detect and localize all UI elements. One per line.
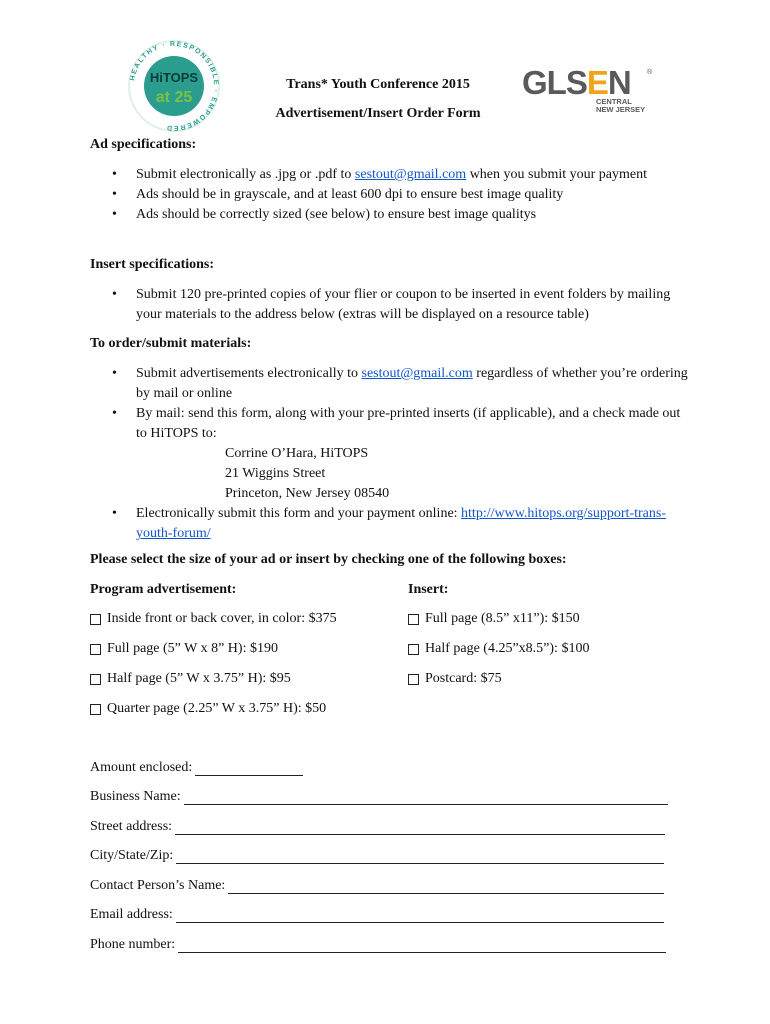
contact-field: Contact Person’s Name: (90, 878, 664, 894)
option-insert-full-page[interactable]: Full page (8.5” x11”): $150 (408, 611, 580, 627)
city-state-zip-input[interactable] (176, 849, 664, 864)
program-heading: Program advertisement: (90, 582, 237, 597)
business-field: Business Name: (90, 789, 668, 805)
list-item: • Ads should be correctly sized (see below) to ensure best image qualitys (112, 205, 692, 225)
list-item: • Electronically submit this form and your payment online: http://www.hitops.org/support-trans-youth-forum/ (112, 504, 692, 544)
order-list (112, 364, 692, 544)
option-insert-half-page[interactable]: Half page (4.25”x8.5”): $100 (408, 641, 589, 657)
email-input[interactable] (176, 908, 664, 923)
option-inside-cover[interactable]: Inside front or back cover, in color: $375 (90, 611, 337, 627)
list-item: • Submit advertisements electronically to sestout@gmail.com regardless of whether you’re ordering by mail or online (112, 364, 692, 404)
checkbox[interactable] (408, 614, 419, 625)
option-program-full-page[interactable]: Full page (5” W x 8” H): $190 (90, 641, 278, 657)
email-field: Email address: (90, 907, 664, 923)
email-link[interactable]: sestout@gmail.com (354, 167, 467, 182)
order-heading: To order/submit materials: (90, 336, 252, 351)
ad-specs-heading: Ad specifications: (90, 137, 197, 152)
hitops-name: HiTOPS (149, 70, 199, 85)
insert-specs-list (112, 285, 692, 325)
street-field: Street address: (90, 819, 665, 835)
phone-input[interactable] (178, 938, 666, 953)
list-item: • By mail: send this form, along with your pre-printed inserts (if applicable), and a check made out to HiTOPS to: Corrine O’Hara, HiTOPS 21 Wiggins Street Princeton, New Jersey 08540 (112, 404, 692, 504)
glsen-wordmark: GLSEN (522, 64, 631, 101)
insert-specs-heading: Insert specifications: (90, 257, 215, 272)
page-subtitle: Advertisement/Insert Order Form (275, 106, 481, 121)
page-title: Trans* Youth Conference 2015 (286, 77, 470, 92)
email-link[interactable]: sestout@gmail.com (361, 366, 473, 381)
list-item: • Ads should be in grayscale, and at least 600 dpi to ensure best image quality (112, 185, 692, 205)
hitops-ring-text: HEALTHY · RESPONSIBLE · EMPOWERED (129, 40, 220, 132)
checkbox[interactable] (408, 644, 419, 655)
select-heading: Please select the size of your ad or insert by checking one of the following boxes: (90, 552, 567, 567)
insert-heading: Insert: (408, 582, 449, 597)
contact-name-input[interactable] (228, 879, 664, 894)
hitops-tagline: at 25 (155, 89, 193, 106)
ad-specs-list (112, 165, 692, 225)
amount-field: Amount enclosed: (90, 760, 303, 776)
amount-input[interactable] (195, 761, 303, 776)
checkbox[interactable] (90, 704, 101, 715)
glsen-chapter: CENTRAL NEW JERSEY (596, 97, 646, 114)
city-field: City/State/Zip: (90, 848, 664, 864)
checkbox[interactable] (408, 674, 419, 685)
phone-field: Phone number: (90, 937, 666, 953)
option-program-quarter-page[interactable]: Quarter page (2.25” W x 3.75” H): $50 (90, 701, 326, 717)
list-item: • Submit electronically as .jpg or .pdf to sestout@gmail.com when you submit your payment (112, 165, 692, 185)
street-address-input[interactable] (175, 820, 665, 835)
checkbox[interactable] (90, 614, 101, 625)
mailing-address: Corrine O’Hara, HiTOPS 21 Wiggins Street Princeton, New Jersey 08540 (225, 446, 390, 501)
checkbox[interactable] (90, 644, 101, 655)
support-link[interactable]: http://www.hitops.org/support-trans-youth-forum/ (136, 506, 666, 541)
list-item: • Submit 120 pre-printed copies of your flier or coupon to be inserted in event folders by mailing your materials to the address below (extras will be displayed on a resource table) (112, 285, 692, 325)
glsen-logo: GLSEN ® CENTRAL NEW JERSEY (522, 64, 653, 114)
option-program-half-page[interactable]: Half page (5” W x 3.75” H): $95 (90, 671, 291, 687)
business-name-input[interactable] (184, 790, 668, 805)
checkbox[interactable] (90, 674, 101, 685)
option-insert-postcard[interactable]: Postcard: $75 (408, 671, 502, 687)
